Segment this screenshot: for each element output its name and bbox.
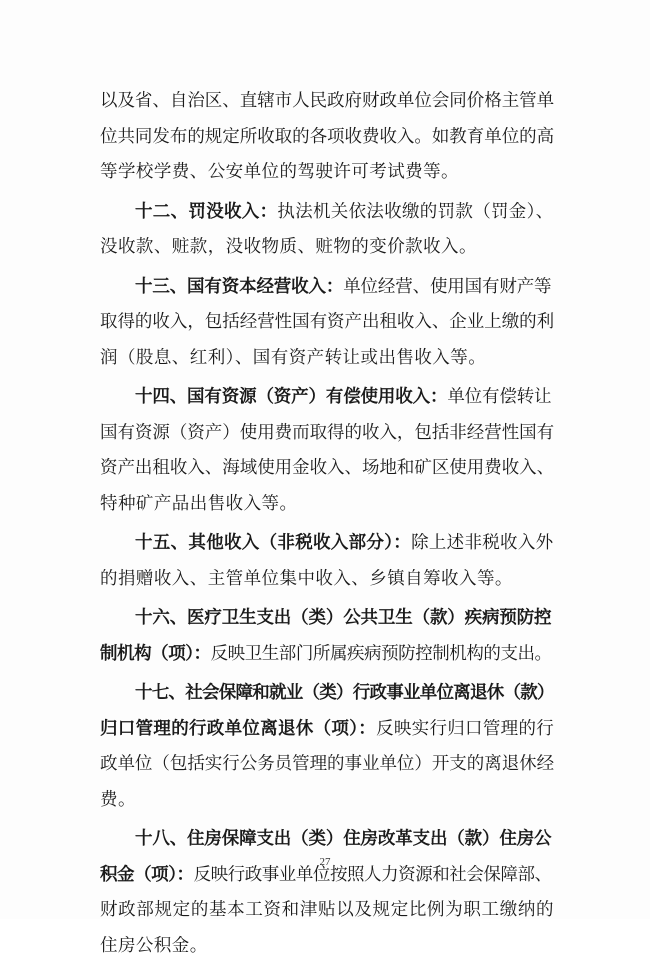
line-text: 润（股息、红利）、国有资产转让或出售收入等。 — [100, 348, 486, 368]
text-line — [100, 562, 554, 598]
text-line — [100, 380, 554, 416]
line-text: 等学校学费、公安单位的驾驶许可考试费等。 — [100, 162, 459, 182]
line-text: 资产出租收入、海域使用金收入、场地和矿区使用费收入、 — [100, 458, 554, 478]
text-line — [100, 155, 554, 191]
line-text: 政单位（包括实行公务员管理的事业单位）开支的离退休经 — [100, 754, 554, 774]
item-heading: 制机构（项）： — [100, 644, 211, 664]
line-text: 住房公积金。 — [100, 936, 208, 956]
text-line — [100, 230, 554, 266]
line-text: 特种矿产品出售收入等。 — [100, 494, 297, 514]
paragraph-item-16 — [100, 601, 554, 672]
paragraph-continuation — [100, 84, 554, 191]
line-text: 取得的收入，包括经营性国有资产出租收入、企业上缴的利 — [100, 312, 554, 332]
text-line — [100, 747, 554, 783]
text-line — [100, 341, 554, 377]
text-line — [100, 712, 554, 748]
item-heading: 十二、罚没收入： — [135, 202, 277, 222]
text-line — [100, 270, 554, 306]
line-text: 的捐赠收入、主管单位集中收入、乡镇自筹收入等。 — [100, 569, 513, 589]
paragraph-item-18 — [100, 822, 554, 964]
line-text: 反映卫生部门所属疾病预防控制机构的支出。 — [211, 644, 552, 664]
item-heading: 积金（项）： — [100, 865, 194, 885]
item-heading: 十四、国有资源（资产）有偿使用收入： — [135, 387, 447, 407]
item-heading: 十六、医疗卫生支出（类）公共卫生（款）疾病预防控 — [135, 608, 551, 628]
text-line — [100, 822, 554, 858]
paragraph-item-17 — [100, 676, 554, 818]
text-line — [100, 120, 554, 156]
text-line — [100, 487, 554, 523]
text-line — [100, 526, 554, 562]
item-heading: 归口管理的行政单位离退休（项）： — [100, 719, 376, 739]
document-body — [100, 84, 554, 964]
item-heading: 十七、社会保障和就业（类）行政事业单位离退休（款） — [135, 683, 554, 703]
text-line — [100, 416, 554, 452]
line-text: 国有资源（资产）使用费而取得的收入，包括非经营性国有 — [100, 423, 554, 443]
paragraph-item-15 — [100, 526, 554, 597]
line-text: 单位有偿转让 — [447, 387, 551, 407]
paragraph-item-13 — [100, 270, 554, 377]
item-heading: 十五、其他收入（非税收入部分）： — [135, 533, 411, 553]
line-text: 没收款、赃款，没收物质、赃物的变价款收入。 — [100, 237, 477, 257]
text-line — [100, 637, 554, 673]
text-line — [100, 601, 554, 637]
text-line — [100, 451, 554, 487]
line-text: 除上述非税收入外 — [411, 533, 553, 553]
line-text: 财政部规定的基本工资和津贴以及规定比例为职工缴纳的 — [100, 900, 554, 920]
text-line — [100, 893, 554, 929]
text-line — [100, 676, 554, 712]
line-text: 位共同发布的规定所收取的各项收费收入。如教育单位的高 — [100, 127, 554, 147]
line-text: 费。 — [100, 790, 136, 810]
paragraph-item-12 — [100, 195, 554, 266]
line-text: 以及省、自治区、直辖市人民政府财政单位会同价格主管单 — [100, 91, 554, 111]
page-number: 27 — [0, 856, 650, 868]
line-text: 反映实行归口管理的行 — [376, 719, 554, 739]
line-text: 反映行政事业单位按照人力资源和社会保障部、 — [194, 865, 552, 885]
text-line — [100, 783, 554, 819]
paragraph-item-14 — [100, 380, 554, 522]
line-text: 单位经营、使用国有财产等 — [343, 277, 551, 297]
line-text: 执法机关依法收缴的罚款（罚金）、 — [277, 202, 553, 222]
text-line — [100, 929, 554, 964]
text-line — [100, 195, 554, 231]
text-line — [100, 84, 554, 120]
text-line — [100, 305, 554, 341]
item-heading: 十三、国有资本经营收入： — [135, 277, 343, 297]
item-heading: 十八、住房保障支出（类）住房改革支出（款）住房公 — [135, 829, 551, 849]
